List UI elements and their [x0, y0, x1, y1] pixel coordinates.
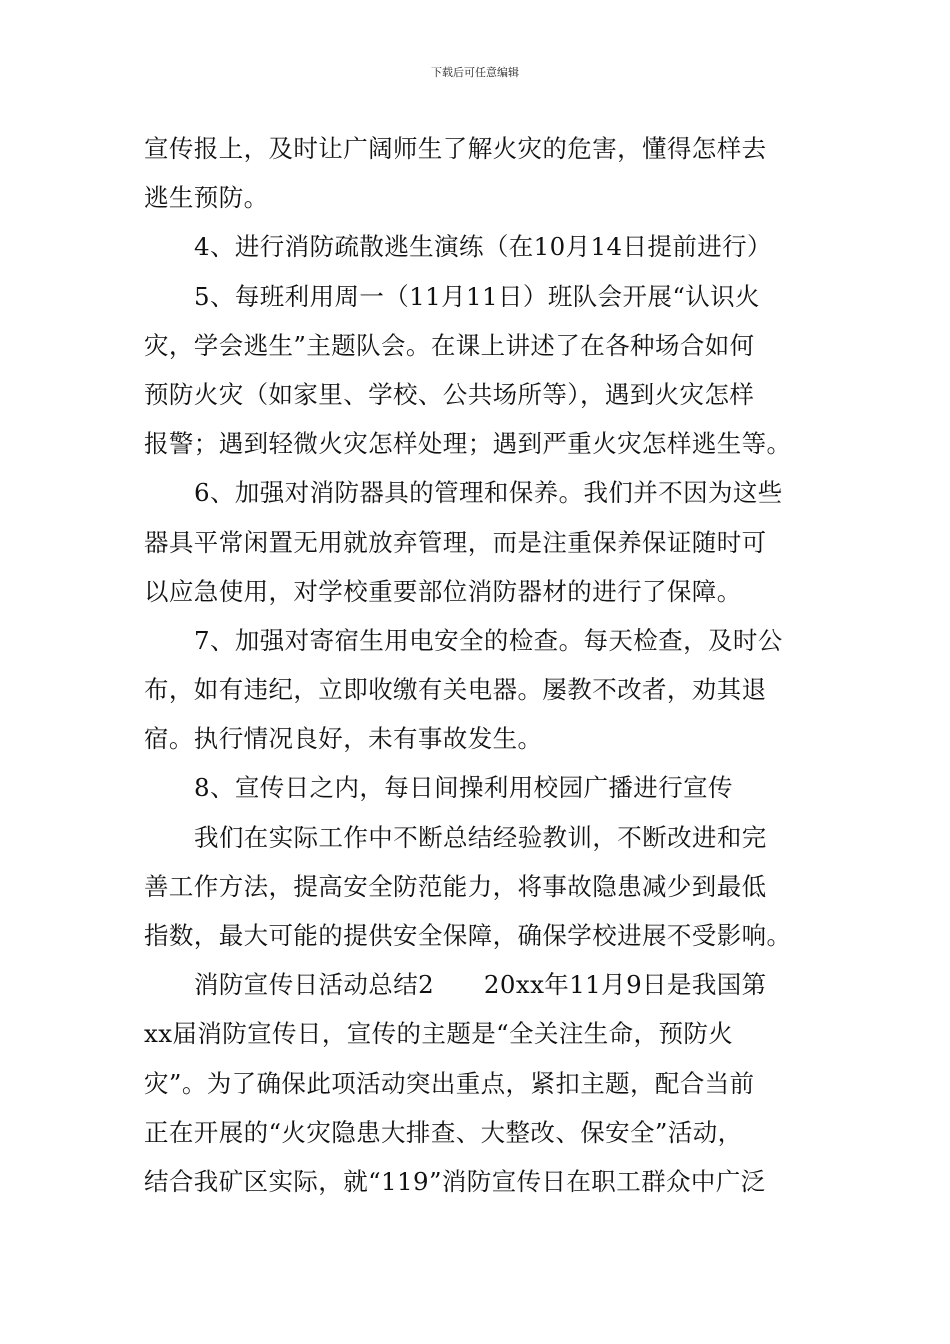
text-line-5: 灾，学会逃生”主题队会。在课上讲述了在各种场合如何 — [144, 330, 755, 360]
text-line-19: xx届消防宣传日，宣传的主题是“全关注生命，预防火 — [144, 1019, 734, 1049]
text-line-2: 逃生预防。 — [144, 183, 269, 213]
text-line-1: 宣传报上，及时让广阔师生了解火灾的危害，懂得怎样去 — [144, 134, 767, 163]
text-line-9: 器具平常闲置无用就放弃管理，而是注重保养保证随时可 — [144, 527, 767, 557]
text-line-16: 善工作方法，提高安全防范能力，将事故隐患减少到最低 — [144, 871, 767, 901]
text-line-7: 报警；遇到轻微火灾怎样处理；遇到严重火灾怎样逃生等。 — [144, 429, 792, 459]
text-line-14: 8、宣传日之内，每日间操利用校园广播进行宣传 — [194, 773, 733, 803]
text-line-18: 消防宣传日活动总结2 20xx年11月9日是我国第 — [194, 970, 767, 1000]
text-line-12: 布，如有违纪，立即收缴有关电器。屡教不改者，劝其退 — [144, 675, 767, 705]
text-line-3: 4、进行消防疏散逃生演练（在10月14日提前进行） — [194, 232, 772, 262]
text-line-11: 7、加强对寄宿生用电安全的检查。每天检查，及时公 — [194, 625, 783, 655]
text-line-21: 正在开展的“火灾隐患大排查、大整改、保安全”活动， — [144, 1117, 743, 1147]
text-line-17: 指数，最大可能的提供安全保障，确保学校进展不受影响。 — [144, 921, 792, 950]
text-line-8: 6、加强对消防器具的管理和保养。我们并不因为这些 — [194, 478, 783, 508]
text-line-22: 结合我矿区实际，就“119”消防宣传日在职工群众中广泛 — [144, 1166, 766, 1196]
text-line-10: 以应急使用，对学校重要部位消防器材的进行了保障。 — [144, 576, 742, 606]
text-line-6: 预防火灾（如家里、学校、公共场所等），遇到火灾怎样 — [144, 379, 755, 409]
document-body — [144, 124, 814, 1206]
text-line-15: 我们在实际工作中不断总结经验教训，不断改进和完 — [194, 822, 767, 852]
text-line-20: 灾”。为了确保此项活动突出重点，紧扣主题，配合当前 — [144, 1068, 755, 1098]
page-header: 下载后可任意编辑 — [431, 66, 519, 79]
text-line-4: 5、每班利用周一（11月11日）班队会开展“认识火 — [194, 281, 760, 311]
text-line-13: 宿。执行情况良好，未有事故发生。 — [144, 724, 543, 754]
